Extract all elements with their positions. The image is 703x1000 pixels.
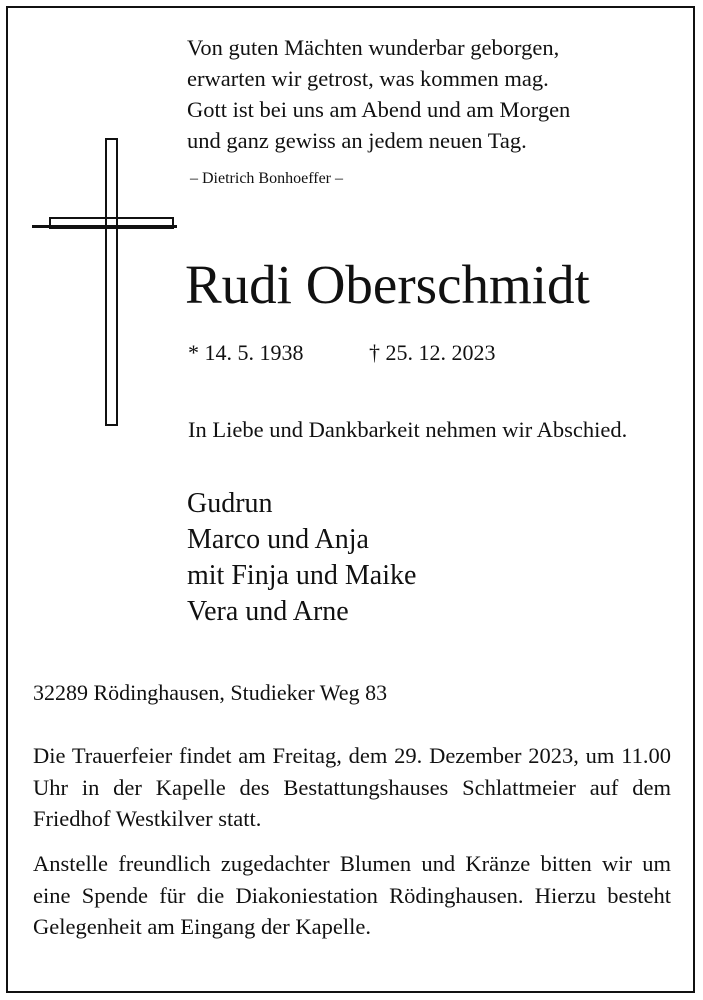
quote-author: – Dietrich Bonhoeffer –: [190, 170, 343, 187]
death-date: † 25. 12. 2023: [369, 340, 496, 365]
bonhoeffer-quote: [187, 32, 570, 156]
quote-line: Von guten Mächten wunderbar geborgen,: [187, 35, 560, 60]
funeral-info: Die Trauerfeier findet am Freitag, dem 29. Dezember 2023, um 11.00 Uhr in der Kapelle des Bestattungshauses Schlattmeier auf dem Friedhof Westkilver statt.: [33, 743, 671, 831]
quote-line: erwarten wir getrost, was kommen mag.: [187, 66, 549, 91]
cross-icon: [30, 135, 180, 435]
mourner-name: mit Finja und Maike: [187, 560, 417, 591]
quote-line: und ganz gewiss an jedem neuen Tag.: [187, 128, 527, 153]
mourner-name: Marco und Anja: [187, 524, 369, 555]
donation-info: Anstelle freundlich zugedachter Blumen und Kränze bitten wir um eine Spende für die Diakoniestation Rödinghausen. Hierzu besteht Gelegenheit am Eingang der Kapelle.: [33, 851, 671, 939]
birth-date: * 14. 5. 1938: [188, 340, 304, 365]
quote-line: Gott ist bei uns am Abend und am Morgen: [187, 97, 571, 122]
mourner-name: Gudrun: [187, 488, 273, 519]
address: 32289 Rödinghausen, Studieker Weg 83: [33, 680, 388, 705]
mourners-list: [187, 486, 416, 630]
mourner-name: Vera und Arne: [187, 596, 349, 627]
deceased-name: Rudi Oberschmidt: [185, 254, 590, 315]
farewell-text: In Liebe und Dankbarkeit nehmen wir Abschied.: [188, 417, 628, 442]
